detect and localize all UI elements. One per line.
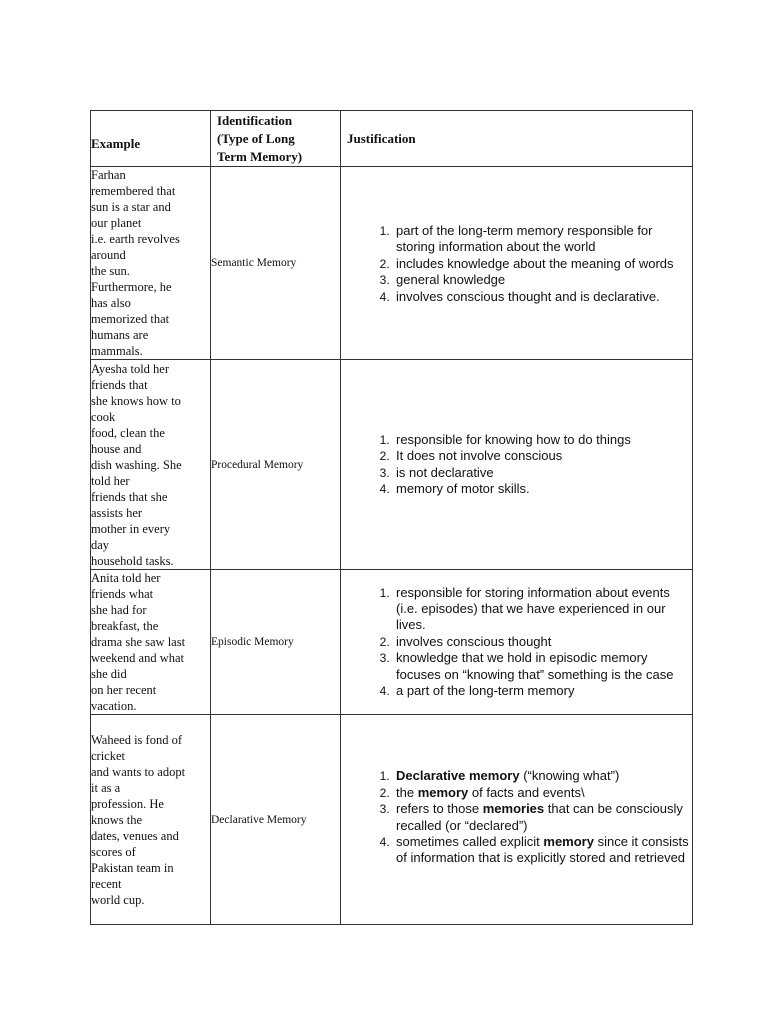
example-line: she knows how to <box>91 393 181 408</box>
example-line: Anita told her <box>91 571 161 585</box>
example-line: it as a <box>91 780 121 795</box>
example-line: knows the <box>91 812 143 827</box>
example-line: house and <box>91 441 142 456</box>
example-line: sun is a star and <box>91 200 171 214</box>
point-text: (“knowing what”) <box>519 768 620 784</box>
list-item: 1. responsible for storing information about events (i.e. episodes) that we have experienced in our lives. <box>393 585 692 634</box>
memory-type-cell: Episodic Memory <box>211 570 341 715</box>
list-item: 4. a part of the long-term memory <box>393 683 692 699</box>
example-line: she did <box>91 667 127 681</box>
point-text: since it consists of information that is explicitly stored and retrieved <box>396 833 689 866</box>
justification-cell <box>341 715 693 925</box>
example-line: the sun. <box>91 264 130 278</box>
example-line: cook <box>91 409 116 424</box>
list-item: 2. It does not involve conscious <box>393 448 692 464</box>
bold-term: Declarative memory <box>396 768 520 784</box>
example-line: remembered that <box>91 184 176 198</box>
list-item <box>393 785 692 801</box>
memory-type-cell: Semantic Memory <box>211 167 341 360</box>
example-line: memorized that <box>91 312 170 326</box>
header-identification-line: Term Memory) <box>217 148 303 164</box>
header-justification: Justification <box>341 111 693 167</box>
list-item <box>393 801 692 834</box>
justification-cell <box>341 570 693 715</box>
example-line: mother in every <box>91 521 171 536</box>
point-text: sometimes called explicit <box>396 833 544 849</box>
example-line: household tasks. <box>91 553 174 568</box>
point-text: that can be consciously recalled (or “declared”) <box>396 801 683 833</box>
table-row <box>91 167 693 360</box>
example-line: friends what <box>91 587 154 601</box>
header-identification-line: Identification <box>217 112 293 128</box>
table-row <box>91 715 693 925</box>
example-line: Waheed is fond of <box>91 732 182 747</box>
example-line: mammals. <box>91 344 143 358</box>
example-line: on her recent <box>91 683 157 697</box>
list-item: 3. general knowledge <box>393 272 692 288</box>
example-line: she had for <box>91 603 147 617</box>
memory-type-cell: Procedural Memory <box>211 360 341 570</box>
list-item: 4. memory of motor skills. <box>393 481 692 497</box>
bold-term: memories <box>482 801 545 817</box>
memory-table <box>90 110 693 925</box>
example-line: world cup. <box>91 892 145 907</box>
example-line: dates, venues and <box>91 828 179 843</box>
list-item: 3. is not declarative <box>393 465 692 481</box>
example-line: told her <box>91 473 130 488</box>
example-line: recent <box>91 876 122 891</box>
memory-type-cell: Declarative Memory <box>211 715 341 925</box>
justification-list <box>341 768 692 866</box>
bold-term: memory <box>417 784 469 800</box>
list-item <box>393 768 692 784</box>
example-line: dish washing. She <box>91 457 182 472</box>
example-line: day <box>91 537 110 552</box>
example-line: humans are <box>91 328 149 342</box>
example-line: cricket <box>91 748 126 763</box>
point-text: the <box>396 784 418 800</box>
example-line: assists her <box>91 505 143 520</box>
example-line: scores of <box>91 844 136 859</box>
justification-list <box>341 585 692 700</box>
example-line: profession. He <box>91 796 164 811</box>
example-line: has also <box>91 296 131 310</box>
example-line: our planet <box>91 216 142 230</box>
header-identification <box>211 111 341 167</box>
example-cell <box>91 167 211 360</box>
example-line: friends that she <box>91 489 168 504</box>
example-line: Farhan <box>91 168 126 182</box>
example-line: vacation. <box>91 699 137 713</box>
example-line: Ayesha told her <box>91 361 169 376</box>
header-identification-line: (Type of Long <box>217 130 295 146</box>
justification-cell <box>341 167 693 360</box>
example-line: drama she saw last <box>91 635 186 649</box>
example-cell <box>91 360 211 570</box>
list-item: 1. responsible for knowing how to do things <box>393 432 692 448</box>
example-line: i.e. earth revolves <box>91 232 180 246</box>
list-item <box>393 834 692 867</box>
example-line: breakfast, the <box>91 619 159 633</box>
example-line: friends that <box>91 377 148 392</box>
table-row <box>91 570 693 715</box>
example-line: around <box>91 248 126 262</box>
example-line: food, clean the <box>91 425 165 440</box>
list-item: 3. knowledge that we hold in episodic memory focuses on “knowing that” something is the case <box>393 650 692 683</box>
header-row <box>91 111 693 167</box>
point-text: refers to those <box>396 801 483 817</box>
list-item: 2. includes knowledge about the meaning of words <box>393 256 692 272</box>
list-item: 1. part of the long-term memory responsible for storing information about the world <box>393 223 692 256</box>
list-item: 4. involves conscious thought and is declarative. <box>393 289 692 305</box>
justification-list <box>341 221 692 305</box>
list-item: 2. involves conscious thought <box>393 634 692 650</box>
example-line: Pakistan team in <box>91 860 174 875</box>
example-cell <box>91 570 211 715</box>
justification-cell <box>341 360 693 570</box>
table-row <box>91 360 693 570</box>
bold-term: memory <box>543 833 594 849</box>
point-text: of facts and events\ <box>468 784 585 800</box>
justification-list <box>341 432 692 498</box>
example-line: and wants to adopt <box>91 764 186 779</box>
example-line: Furthermore, he <box>91 280 172 294</box>
example-line: weekend and what <box>91 651 185 665</box>
example-cell <box>91 715 211 925</box>
header-example: Example <box>91 111 211 167</box>
